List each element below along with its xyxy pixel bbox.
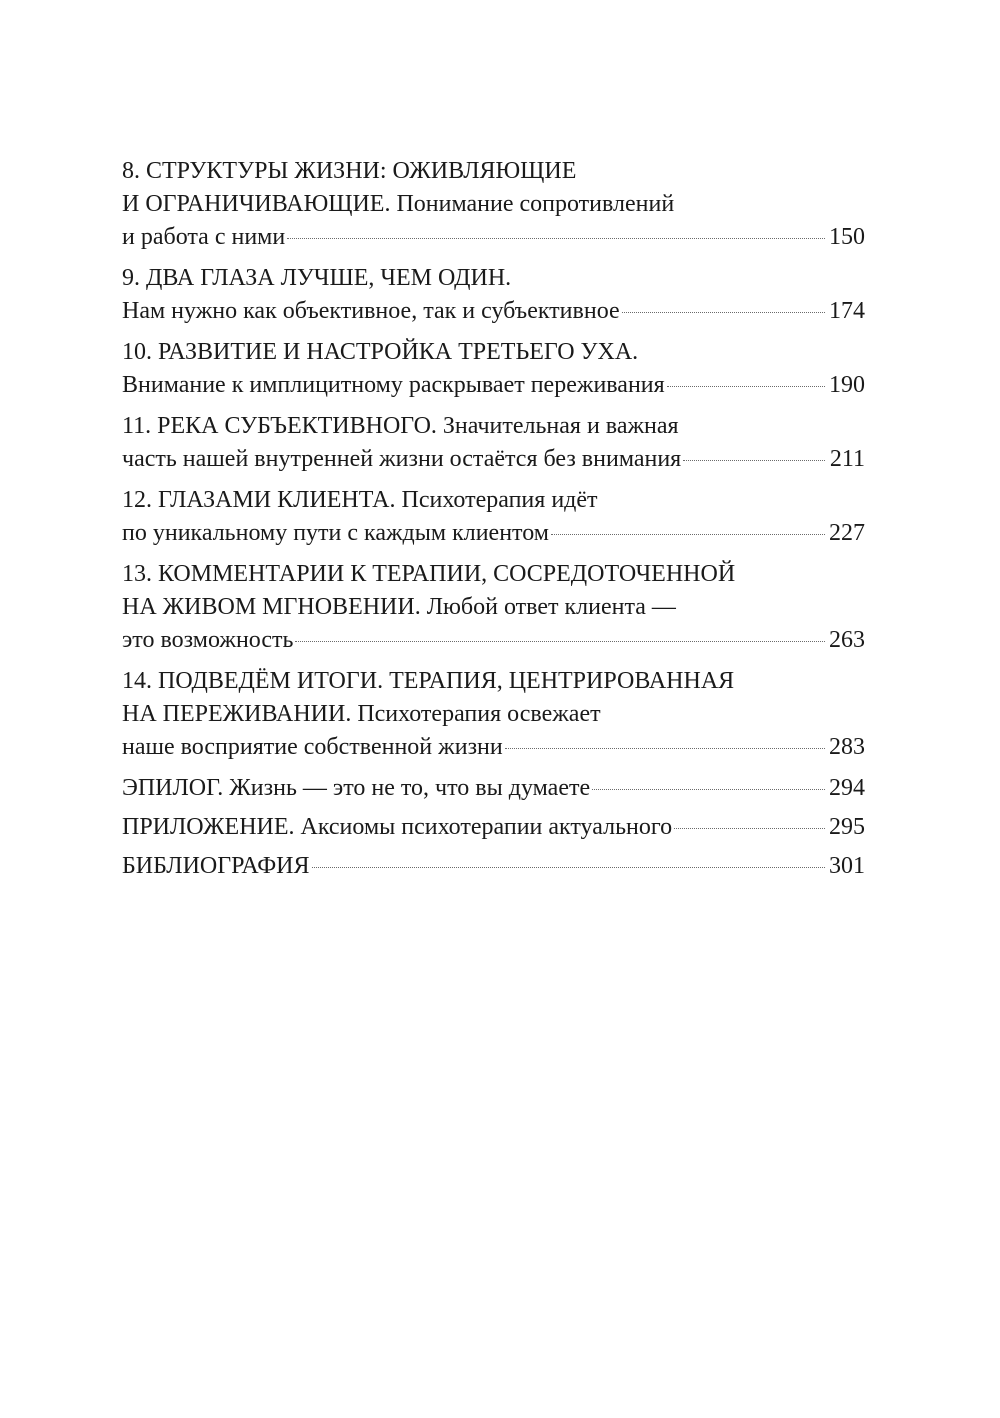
- toc-entry-text: Нам нужно как объективное, так и субъективное: [122, 298, 620, 324]
- toc-entry-line: 12. ГЛАЗАМИ КЛИЕНТА. Психотерапия идёт: [122, 487, 598, 513]
- dot-leader: [551, 534, 825, 535]
- toc-entry-bibliography[interactable]: [122, 850, 865, 883]
- dot-leader: [505, 748, 825, 749]
- toc-entry-line: 10. РАЗВИТИЕ И НАСТРОЙКА ТРЕТЬЕГО УХА.: [122, 339, 639, 365]
- page-number: 301: [829, 853, 865, 879]
- page-number: 283: [829, 734, 865, 760]
- toc-entry-9[interactable]: [122, 262, 865, 328]
- dot-leader: [667, 386, 825, 387]
- toc-entry-line: НА ПЕРЕЖИВАНИИ. Психотерапия освежает: [122, 701, 601, 727]
- page-number: 211: [829, 446, 865, 472]
- toc-entry-line: 9. ДВА ГЛАЗА ЛУЧШЕ, ЧЕМ ОДИН.: [122, 265, 512, 291]
- toc-entry-10[interactable]: [122, 336, 865, 402]
- toc-entry-text: наше восприятие собственной жизни: [122, 734, 503, 760]
- toc-entry-last-line: [122, 850, 865, 883]
- dot-leader: [287, 238, 825, 239]
- toc-entry-epilogue[interactable]: [122, 772, 865, 805]
- toc-entry-appendix[interactable]: [122, 811, 865, 844]
- toc-entry-12[interactable]: [122, 484, 865, 550]
- dot-leader: [674, 828, 825, 829]
- toc-entry-text: и работа с ними: [122, 224, 286, 250]
- toc-entry-text: ПРИЛОЖЕНИЕ. Аксиомы психотерапии актуального: [122, 814, 673, 840]
- toc-entry-text: часть нашей внутренней жизни остаётся без внимания: [122, 446, 682, 472]
- toc-entry-last-line: [122, 624, 865, 657]
- toc-entry-last-line: [122, 221, 865, 254]
- toc-entry-text: по уникальному пути с каждым клиентом: [122, 520, 549, 546]
- dot-leader: [592, 789, 825, 790]
- toc-entry-line: НА ЖИВОМ МГНОВЕНИИ. Любой ответ клиента —: [122, 594, 676, 620]
- page-number: 150: [829, 224, 865, 250]
- toc-entry-line: И ОГРАНИЧИВАЮЩИЕ. Понимание сопротивлений: [122, 191, 675, 217]
- dot-leader: [295, 641, 825, 642]
- page-number: 294: [829, 775, 865, 801]
- dot-leader: [622, 312, 825, 313]
- toc-entry-last-line: [122, 811, 865, 844]
- toc-entry-text: это возможность: [122, 627, 294, 653]
- toc-entry-last-line: [122, 295, 865, 328]
- toc-entry-last-line: [122, 443, 865, 476]
- toc-entry-13[interactable]: [122, 558, 865, 657]
- toc-entry-last-line: [122, 369, 865, 402]
- toc-entry-last-line: [122, 772, 865, 805]
- toc-entry-text: БИБЛИОГРАФИЯ: [122, 853, 310, 879]
- toc-entry-last-line: [122, 731, 865, 764]
- toc-entry-line: 13. КОММЕНТАРИИ К ТЕРАПИИ, СОСРЕДОТОЧЕННОЙ: [122, 561, 736, 587]
- page-number: 263: [829, 627, 865, 653]
- dot-leader: [312, 867, 825, 868]
- page-number: 174: [829, 298, 865, 324]
- toc-entry-last-line: [122, 517, 865, 550]
- table-of-contents: [122, 155, 865, 889]
- toc-entry-text: ЭПИЛОГ. Жизнь — это не то, что вы думаете: [122, 775, 591, 801]
- page-number: 227: [829, 520, 865, 546]
- toc-entry-text: Внимание к имплицитному раскрывает переживания: [122, 372, 665, 398]
- page-number: 190: [829, 372, 865, 398]
- toc-entry-line: 14. ПОДВЕДЁМ ИТОГИ. ТЕРАПИЯ, ЦЕНТРИРОВАННАЯ: [122, 668, 735, 694]
- page-number: 295: [829, 814, 865, 840]
- toc-entry-14[interactable]: [122, 665, 865, 764]
- dot-leader: [683, 460, 825, 461]
- toc-entry-line: 11. РЕКА СУБЪЕКТИВНОГО. Значительная и важная: [122, 413, 679, 439]
- toc-entry-8[interactable]: [122, 155, 865, 254]
- toc-entry-11[interactable]: [122, 410, 865, 476]
- toc-entry-line: 8. СТРУКТУРЫ ЖИЗНИ: ОЖИВЛЯЮЩИЕ: [122, 158, 577, 184]
